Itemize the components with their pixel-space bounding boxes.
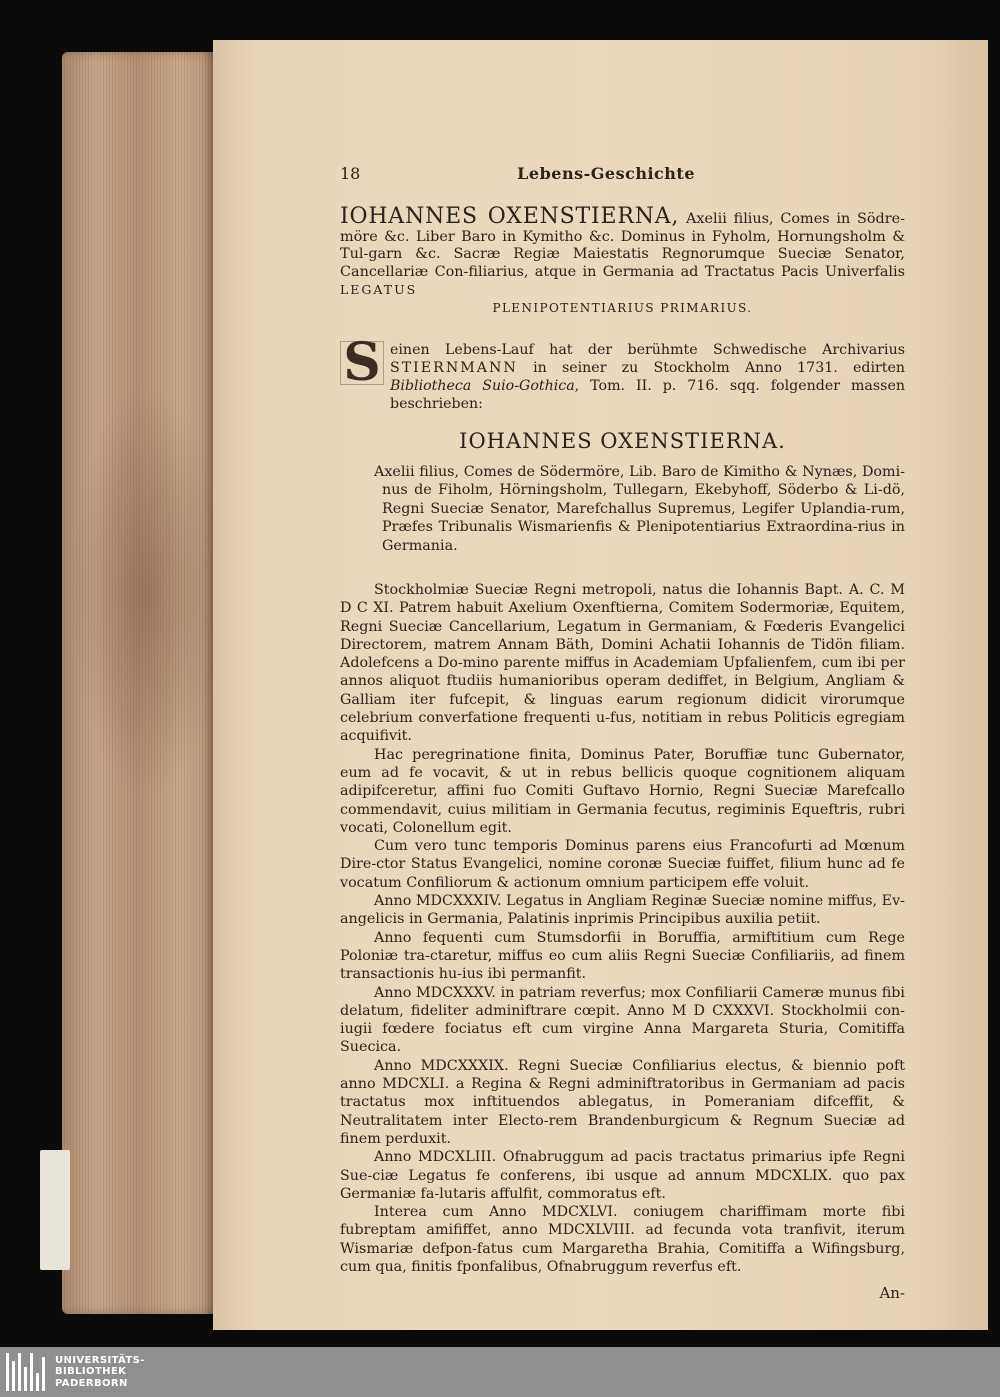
library-name	[55, 1355, 145, 1390]
book-page	[213, 40, 988, 1330]
library-footer-bar	[0, 1347, 1000, 1397]
intro-paragraph	[340, 331, 906, 413]
paragraph: Interea cum Anno MDCXLVI. coniugem chariffimam morte fibi fubreptam amififfet, anno MDCXLVIII. ad fecunda vota tranfivit, iterum Wismariæ defpon-fatus cum Margaretha Brahia, Comitiffa a Wifingsburg, cum qua, finitis fponfalibus, Ofnabruggum reverfus eft.	[340, 1204, 905, 1275]
elogium-block	[374, 463, 905, 556]
intro-part2: in seiner zu Stockholm Anno 1731. edirten	[533, 359, 906, 376]
paragraph: Cum vero tunc temporis Dominus parens eius Francofurti ad Mœnum Dire-ctor Status Evangelici, nomine coronæ Sueciæ fuiffet, filium hunc ad fe vocatum Confiliorum & actionum omnium participem effe voluit.	[340, 838, 905, 891]
book-edge-strip	[40, 1150, 70, 1270]
paragraph: Anno MDCXXXIX. Regni Sueciæ Confiliarius electus, & biennio poft anno MDCXLI. a Regina & Regni adminiftratoribus in Germaniam ad pacis tractatus mox inftituendos ablegatus, in Pomeraniam difceffit, & Neutralitatem inter Electo-rem Brandenburgicum & Regnum Sueciæ ad finem perduxit.	[340, 1057, 905, 1147]
paragraph: Anno MDCXLIII. Ofnabruggum ad pacis tractatus primarius ipfe Regni Sue-ciæ Legatus fe conferens, ibi usque ad annum MDCXLIX. quo pax Germaniæ fa-lutaris affulfit, commoratus eft.	[340, 1149, 905, 1202]
page-text	[340, 164, 905, 1302]
intro-work-title: Bibliotheca Suio-Gothica	[390, 377, 575, 394]
library-line-3: PADERBORN	[55, 1377, 128, 1389]
paragraph: Anno MDCXXXIV. Legatus in Angliam Reginæ Sueciæ nomine miffus, Ev-angelicis in Germania, Palatinis inprimis Principibus auxilia petiit.	[340, 893, 905, 928]
library-line-1: UNIVERSITÄTS-	[55, 1354, 145, 1366]
paragraph: Anno fequenti cum Stumsdorfii in Boruffia, armiftitium cum Rege Poloniæ tra-ctaretur, miffus eo cum aliis Regni Sueciæ Confiliariis, ad finem transactionis hu-ius ibi permanfit.	[340, 929, 905, 983]
drop-cap: S	[340, 341, 384, 385]
intro-archivist-name: STIERNMANN	[390, 359, 518, 376]
intro-part3: , Tom. II. p. 716. sqq. folgender massen beschrieben:	[390, 377, 905, 412]
title-name: IOHANNES OXENSTIERNA,	[340, 204, 680, 229]
running-head: Lebens-Geschichte	[517, 164, 695, 183]
paragraph: Stockholmiæ Sueciæ Regni metropoli, natus die Iohannis Bapt. A. C. M D C XI. Patrem habuit Axelium Oxenftierna, Comitem Sodermoriæ, Equitem, Regni Sueciæ Cancellarium, Legatum in Germaniam, & Fœderis Evangelici Directorem, matrem Annam Bäth, Domini Achatii Iohannis de Tidön filiam. Adolefcens a Do-mino parente miffus in Academiam Upfalienfem, cum ibi per annos aliquot ftudiis humanioribus operam dediffet, in Belgium, Angliam & Galliam iter fufcepit, & linguas earum regionum didicit virorumque celebrium converfatione frequenti u-fus, notitiam in rebus Politicis egregiam acquifivit.	[340, 582, 905, 745]
paragraph: Hac peregrinatione finita, Dominus Pater, Boruffiæ tunc Gubernator, eum ad fe vocavit, & ut in rebus bellicis quoque cognitionem aliquam adipifceretur, affini fuo Comiti Guftavo Hornio, Regni Sueciæ Marefcallo commendavit, cuius militiam in Germania fecutus, regiminis Equeftris, rubri vocati, Colonellum egit.	[340, 746, 905, 836]
title-text: Axelii filius, Comes in Södre-möre &c. Liber Baro in Kymitho &c. Dominus in Fyholm, Hornungsholm & Tul-garn &c. Sacræ Regiæ Maiestatis Regnorumque Sueciæ Senator, Cancellariæ Con-filiarius, atque in Germania ad Tractatus Pacis Univerfalis	[340, 211, 905, 280]
intro-text	[390, 341, 905, 413]
page-number: 18	[340, 164, 361, 183]
page-stain	[72, 382, 222, 802]
title-block	[340, 204, 905, 300]
library-line-2: BIBLIOTHEK	[55, 1366, 127, 1378]
title-legatus: LEGATUS	[340, 282, 418, 297]
intro-part1: einen Lebens-Lauf hat der berühmte Schwedische Archivarius	[390, 341, 905, 358]
elogium-text: Axelii filius, Comes de Södermöre, Lib. Baro de Kimitho & Nynæs, Domi-nus de Fiholm, Hörningsholm, Tullegarn, Ekebyhoff, Söderbo & Li-dö, Regni Sueciæ Senator, Marefchallus Supremus, Legifer Uplandia-rum, Præfes Tribunalis Wismarienfis & Plenipotentiarius Extraordina-rius in Germania.	[374, 463, 905, 554]
body-text	[340, 581, 905, 1276]
title-last-line: PLENIPOTENTIARIUS PRIMARIUS.	[492, 300, 753, 315]
section-subtitle: IOHANNES OXENSTIERNA.	[459, 428, 786, 453]
book-page-edges	[62, 52, 230, 1314]
paragraph: Anno MDCXXXV. in patriam reverfus; mox Confiliarii Cameræ munus fibi delatum, fideliter adminiftrare cœpit. Anno M D CXXXVI. Stockholmii con-iugii fœdere fociatus eft cum virgine Anna Margareta Sturia, Comitiffa Suecica.	[340, 984, 905, 1056]
library-logo-icon	[6, 1353, 45, 1391]
catchword: An-	[879, 1284, 905, 1303]
page-header	[340, 164, 905, 194]
